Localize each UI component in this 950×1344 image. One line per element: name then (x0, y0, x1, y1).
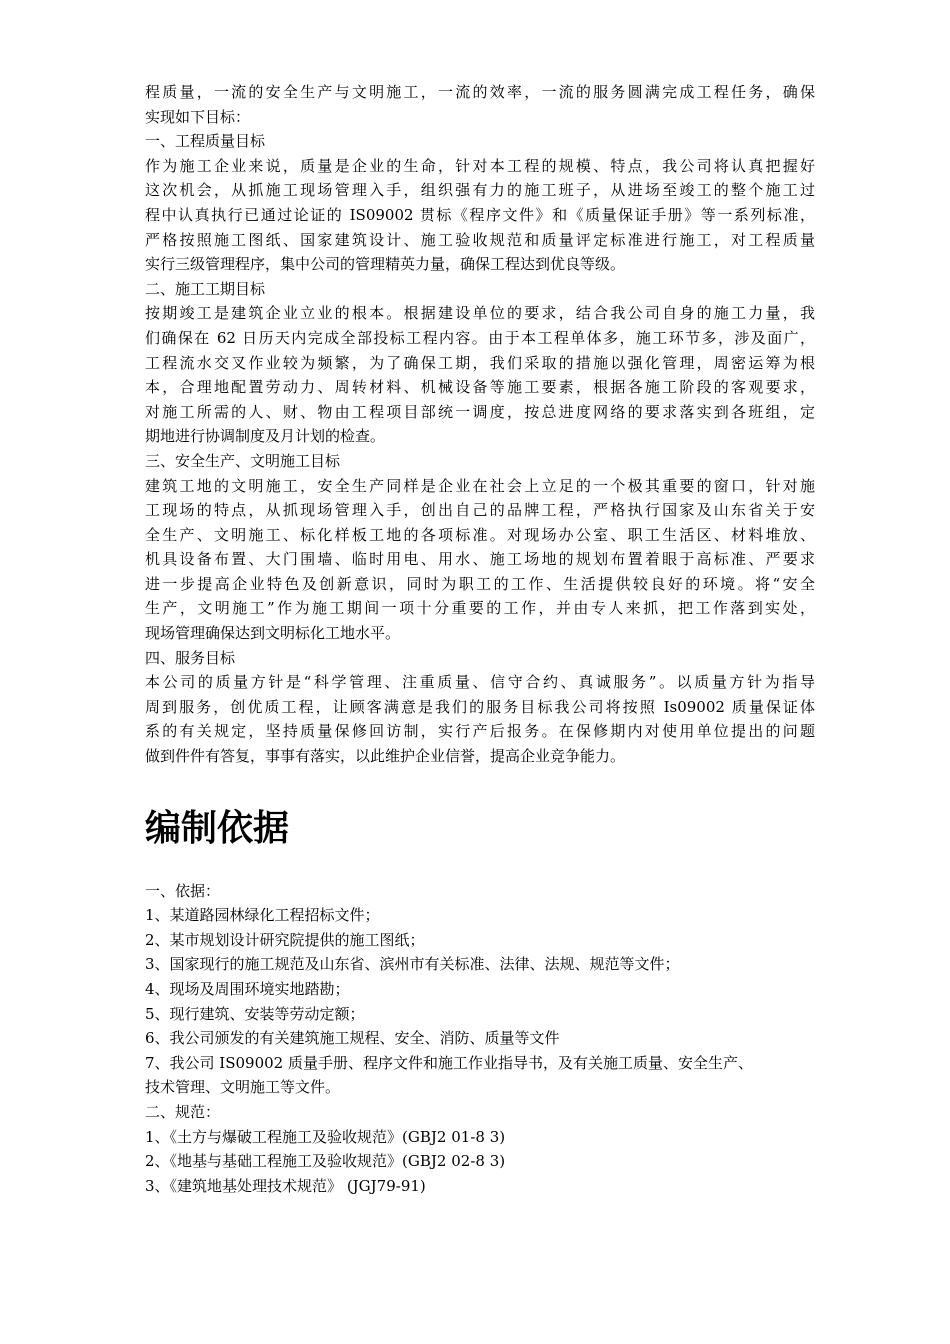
text-line: 实现如下目标： (145, 107, 251, 126)
text-line: 生产，文明施工”作为施工期间一项十分重要的工作，并由专人来抓，把工作落到实处， (145, 599, 815, 618)
text-line: 这次机会，从抓施工现场管理入手，组织强有力的施工班子，从进场至竣工的整个施工过 (145, 181, 815, 200)
text-line: 2、《地基与基础工程施工及验收规范》(GBJ2 02-8 3) (145, 1152, 506, 1171)
text-line: 3、国家现行的施工规范及山东省、滨州市有关标准、法律、法规、规范等文件； (145, 955, 680, 974)
text-line: 进一步提高企业特色及创新意识，同时为职工的工作、生活提供较良好的环境。将“安全 (145, 574, 815, 593)
document-page (145, 80, 815, 1198)
text-line: 本公司的质量方针是“科学管理、注重质量、信守合约、真诚服务”。以质量方针为指导 (145, 673, 815, 692)
text-line: 现场管理确保达到文明标化工地水平。 (145, 624, 401, 643)
section-heading: 编制依据 (145, 807, 290, 849)
text-line: 严格按照施工图纸、国家建筑设计、施工验收规范和质量评定标准进行施工，对工程质量 (145, 230, 815, 249)
goals-section (145, 80, 815, 769)
text-line: 4、现场及周围环境实地踏勘； (145, 980, 350, 998)
text-line: 四、服务目标 (145, 648, 236, 667)
basis-section (145, 879, 815, 1199)
text-line: 们确保在 62 日历天内完成全部投标工程内容。由于本工程单体多，施工环节多，涉及面广， (145, 328, 815, 347)
text-line: 工现场的特点，从抓现场管理入手，创出自己的品牌工程，严格执行国家及山东省关于安 (145, 501, 815, 520)
text-line: 周到服务，创优质工程，让顾客满意是我们的服务目标我公司将按照 Is09002 质量保证体 (145, 697, 815, 716)
text-line: 实行三级管理程序，集中公司的管理精英力量，确保工程达到优良等级。 (145, 255, 626, 274)
text-line: 按期竣工是建筑企业立业的根本。根据建设单位的要求，结合我公司自身的施工力量，我 (145, 304, 815, 323)
text-line: 二、施工工期目标 (145, 279, 266, 298)
text-line: 程质量，一流的安全生产与文明施工，一流的效率，一流的服务圆满完成工程任务，确保 (145, 83, 815, 101)
text-line: 期地进行协调制度及月计划的检查。 (145, 427, 386, 446)
text-line: 做到件件有答复，事事有落实，以此维护企业信誉，提高企业竞争能力。 (145, 747, 626, 766)
text-line: 5、现行建筑、安装等劳动定额； (145, 1004, 365, 1023)
text-line: 系的有关规定，坚持质量保修回访制，实行产后报务。在保修期内对使用单位提出的问题 (145, 722, 815, 741)
text-line: 三、安全生产、文明施工目标 (145, 451, 341, 470)
text-line: 一、工程质量目标 (145, 132, 266, 151)
text-line: 3、《建筑地基处理技术规范》 (JGJ79-91) (145, 1176, 426, 1195)
text-line: 程中认真执行已通过论证的 IS09002 贯标《程序文件》和《质量保证手册》等一系列标准， (145, 205, 815, 224)
text-line: 对施工所需的人、财、物由工程项目部统一调度，按总进度网络的要求落实到各班组，定 (145, 402, 815, 421)
text-line: 二、规范： (145, 1102, 221, 1121)
text-line: 全生产、文明施工、标化样板工地的各项标准。对现场办公室、职工生活区、材料堆放、 (145, 525, 815, 544)
text-line: 6、我公司颁发的有关建筑施工规程、安全、消防、质量等文件 (145, 1029, 560, 1048)
text-line: 1、某道路园林绿化工程招标文件； (145, 906, 380, 925)
text-line: 2、某市规划设计研究院提供的施工图纸； (145, 930, 425, 949)
text-line: 工程流水交叉作业较为频繁，为了确保工期，我们采取的措施以强化管理，周密运筹为根 (145, 353, 815, 372)
text-line: 机具设备布置、大门围墙、临时用电、用水、施工场地的规划布置着眼于高标准、严要求 (145, 550, 815, 569)
text-line: 7、我公司 IS09002 质量手册、程序文件和施工作业指导书，及有关施工质量、安全生产、 (145, 1053, 754, 1072)
text-line: 技术管理、文明施工等文件。 (145, 1078, 341, 1097)
text-line: 一、依据： (145, 881, 221, 900)
text-line: 1、《土方与爆破工程施工及验收规范》(GBJ2 01-8 3) (145, 1127, 506, 1146)
text-line: 作为施工企业来说，质量是企业的生命，针对本工程的规模、特点，我公司将认真把握好 (145, 156, 815, 175)
text-line: 建筑工地的文明施工，安全生产同样是企业在社会上立足的一个极其重要的窗口，针对施 (145, 476, 815, 495)
text-line: 本，合理地配置劳动力、周转材料、机械设备等施工要素，根据各施工阶段的客观要求， (145, 378, 815, 397)
